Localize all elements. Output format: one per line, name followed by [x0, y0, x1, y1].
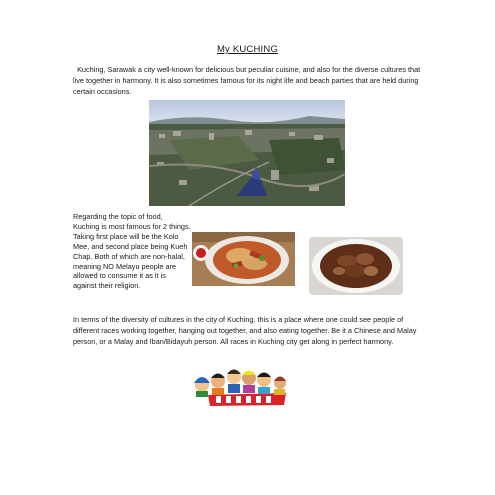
food-paragraph: Regarding the topic of food, Kuching is most famous for 2 things. Taking first place will be the Kolo Mee, and second place being Kueh Chap. Both of which are non-halal, meaning NO Melayu people are allowed to consume it as it is against their religion. — [73, 212, 191, 291]
intro-text: Kuching, Sarawak a city well-known for delicious but peculiar cuisine, and also for the diverse cultures that live together in harmony. It is also sometimes famous for its night life and beach parties that are held during certain occasions. — [73, 65, 421, 96]
document-title: My KUCHING — [216, 44, 279, 55]
kueh-chap-photo — [309, 237, 403, 295]
city-aerial-photo — [149, 100, 345, 206]
harmony-cartoon — [190, 363, 300, 408]
kolo-mee-photo — [192, 232, 295, 286]
intro-paragraph — [73, 64, 425, 97]
culture-paragraph: In terms of the diversity of cultures in the city of Kuching, this is a place where one could see people of different races working together, hanging out together, and also eating together. Be it a Chinese and Malay person, or a Malay and Iban/Bidayuh person. All races in Kuching city get along in perfect harmony. — [73, 315, 417, 346]
